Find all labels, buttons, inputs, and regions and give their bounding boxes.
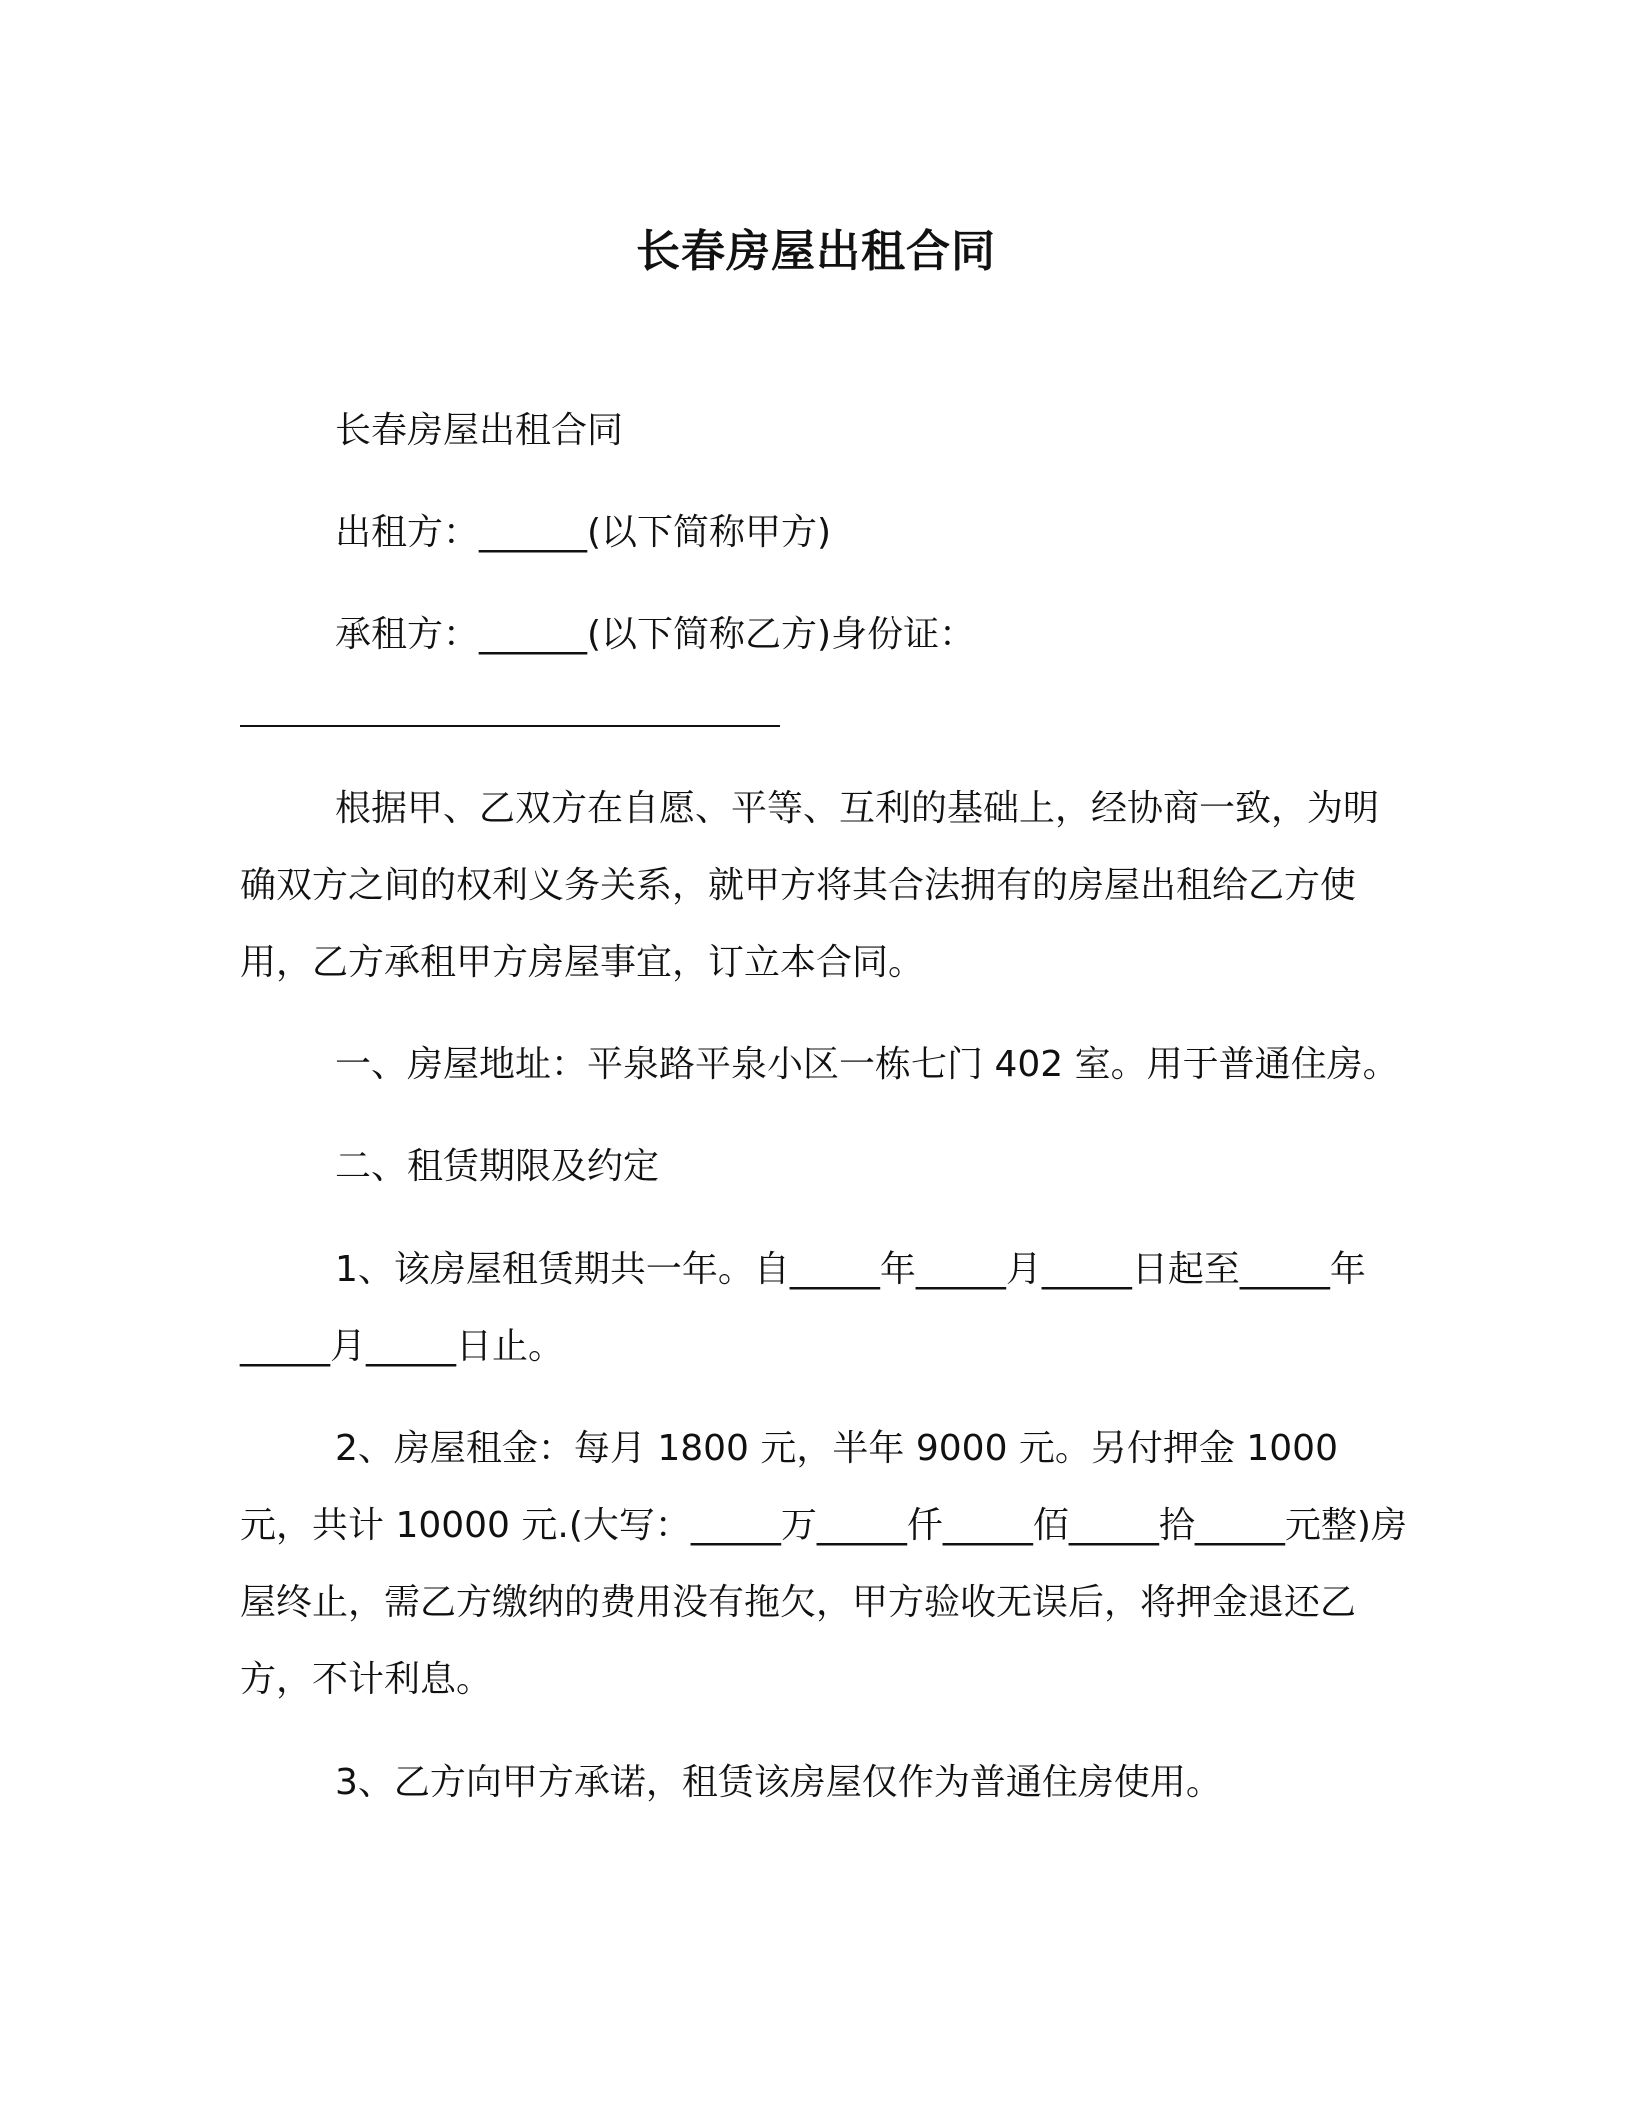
document-title: 长春房屋出租合同 <box>636 226 996 277</box>
clause-use-commitment: 3、乙方向甲方承诺，租赁该房屋仅作为普通住房使用。 <box>335 1762 1222 1803</box>
clause-house-address: 一、房屋地址：平泉路平泉小区一栋七门 402 室。用于普通住房。 <box>335 1044 1399 1085</box>
clause-lease-period: 1、该房屋租赁期共一年。自_____年_____月_____日起至_____年_____月_____日止。 <box>240 1249 1366 1367</box>
id-number-blank-line <box>240 725 780 727</box>
clause-lease-term-heading: 二、租赁期限及约定 <box>335 1146 660 1187</box>
lessee-line: 承租方：______(以下简称乙方)身份证： <box>335 614 976 655</box>
clause-rent-deposit: 2、房屋租金：每月 1800 元，半年 9000 元。另付押金 1000 元，共计 10000 元.(大写：_____万_____仟_____佰_____拾_____元整)房屋终止，需乙方缴纳的费用没有拖欠，甲方验收无误后，将押金退还乙方，不计利息。 <box>240 1428 1407 1700</box>
contract-subtitle: 长春房屋出租合同 <box>335 410 624 451</box>
preamble-paragraph: 根据甲、乙双方在自愿、平等、互利的基础上，经协商一致，为明确双方之间的权利义务关系，就甲方将其合法拥有的房屋出租给乙方使用，乙方承租甲方房屋事宜，订立本合同。 <box>240 788 1380 983</box>
lessor-line: 出租方：______(以下简称甲方) <box>335 512 832 553</box>
